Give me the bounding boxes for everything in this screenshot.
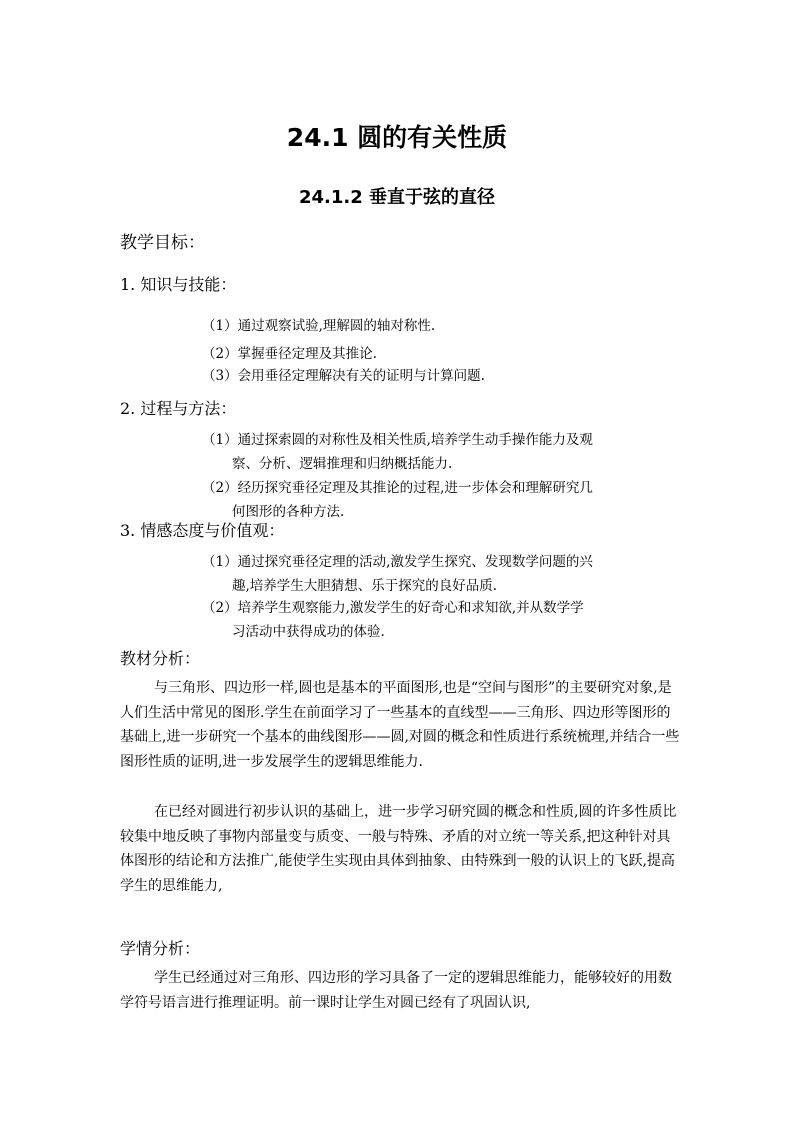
students-paragraph: 学生已经通过对三角形、四边形的学习具备了一定的逻辑思维能力，能够较好的用数学符号语言进行推理证明。前一课时让学生对圆已经有了巩固认识, [120, 970, 672, 1011]
emotion-item-2 [202, 596, 682, 644]
textbook-paragraph-1: 与三角形、四边形一样,圆也是基本的平面图形,也是“空间与图形”的主要研究对象,是人们生活中常见的图形.学生在前面学习了一些基本的直线型——三角形、四边形等图形的基础上,进一步研究一个基本的曲线图形——圆,对圆的概念和性质进行系统梳理,并结合一些图形性质的证明,进一步发展学生的逻辑思维能力. [120, 680, 680, 770]
textbook-paragraph-2: 在已经对圆进行初步认识的基础上，进一步学习研究圆的概念和性质,圆的许多性质比较集中地反映了事物内部量变与质变、一般与特殊、矛盾的对立统一等关系,把这种针对具体图形的结论和方法推广,能使学生实现由具体到抽象、由特殊到一般的认识上的飞跃,提高学生的思维能力, [120, 804, 677, 894]
process-item-1 [202, 428, 682, 476]
emotion-item-2-line2: 习活动中获得成功的体验. [232, 624, 385, 640]
textbook-heading: 教材分析： [120, 649, 201, 668]
students-heading: 学情分析： [120, 939, 201, 958]
emotion-item-1-line2: 趣,培养学生大胆猜想、乐于探究的良好品质. [232, 578, 498, 594]
process-heading: 2. 过程与方法： [120, 399, 237, 418]
knowledge-item-3: （3）会用垂径定理解决有关的证明与计算问题. [202, 368, 485, 384]
emotion-item-1-line1: （1）通过探究垂径定理的活动,激发学生探究、发现数学问题的兴 [202, 554, 593, 570]
knowledge-item-1: （1）通过观察试验,理解圆的轴对称性. [202, 318, 436, 334]
process-item-1-line2: 察、分析、逻辑推理和归纳概括能力. [232, 456, 453, 472]
page-title: 24.1 圆的有关性质 [286, 123, 508, 152]
knowledge-item-2: （2）掌握垂径定理及其推论. [202, 346, 377, 362]
process-item-2-line1: （2）经历探究垂径定理及其推论的过程,进一步体会和理解研究几 [202, 480, 593, 496]
knowledge-heading: 1. 知识与技能： [120, 275, 237, 294]
process-item-2 [202, 476, 682, 524]
page-subtitle: 24.1.2 垂直于弦的直径 [298, 187, 496, 208]
goals-heading: 教学目标： [120, 233, 205, 253]
emotion-item-1 [202, 550, 682, 598]
emotion-heading: 3. 情感态度与价值观： [120, 521, 285, 540]
process-item-2-line2: 何图形的各种方法. [232, 504, 345, 520]
process-item-1-line1: （1）通过探索圆的对称性及相关性质,培养学生动手操作能力及观 [202, 432, 593, 448]
emotion-item-2-line1: （2）培养学生观察能力,激发学生的好奇心和求知欲,并从数学学 [202, 600, 584, 616]
